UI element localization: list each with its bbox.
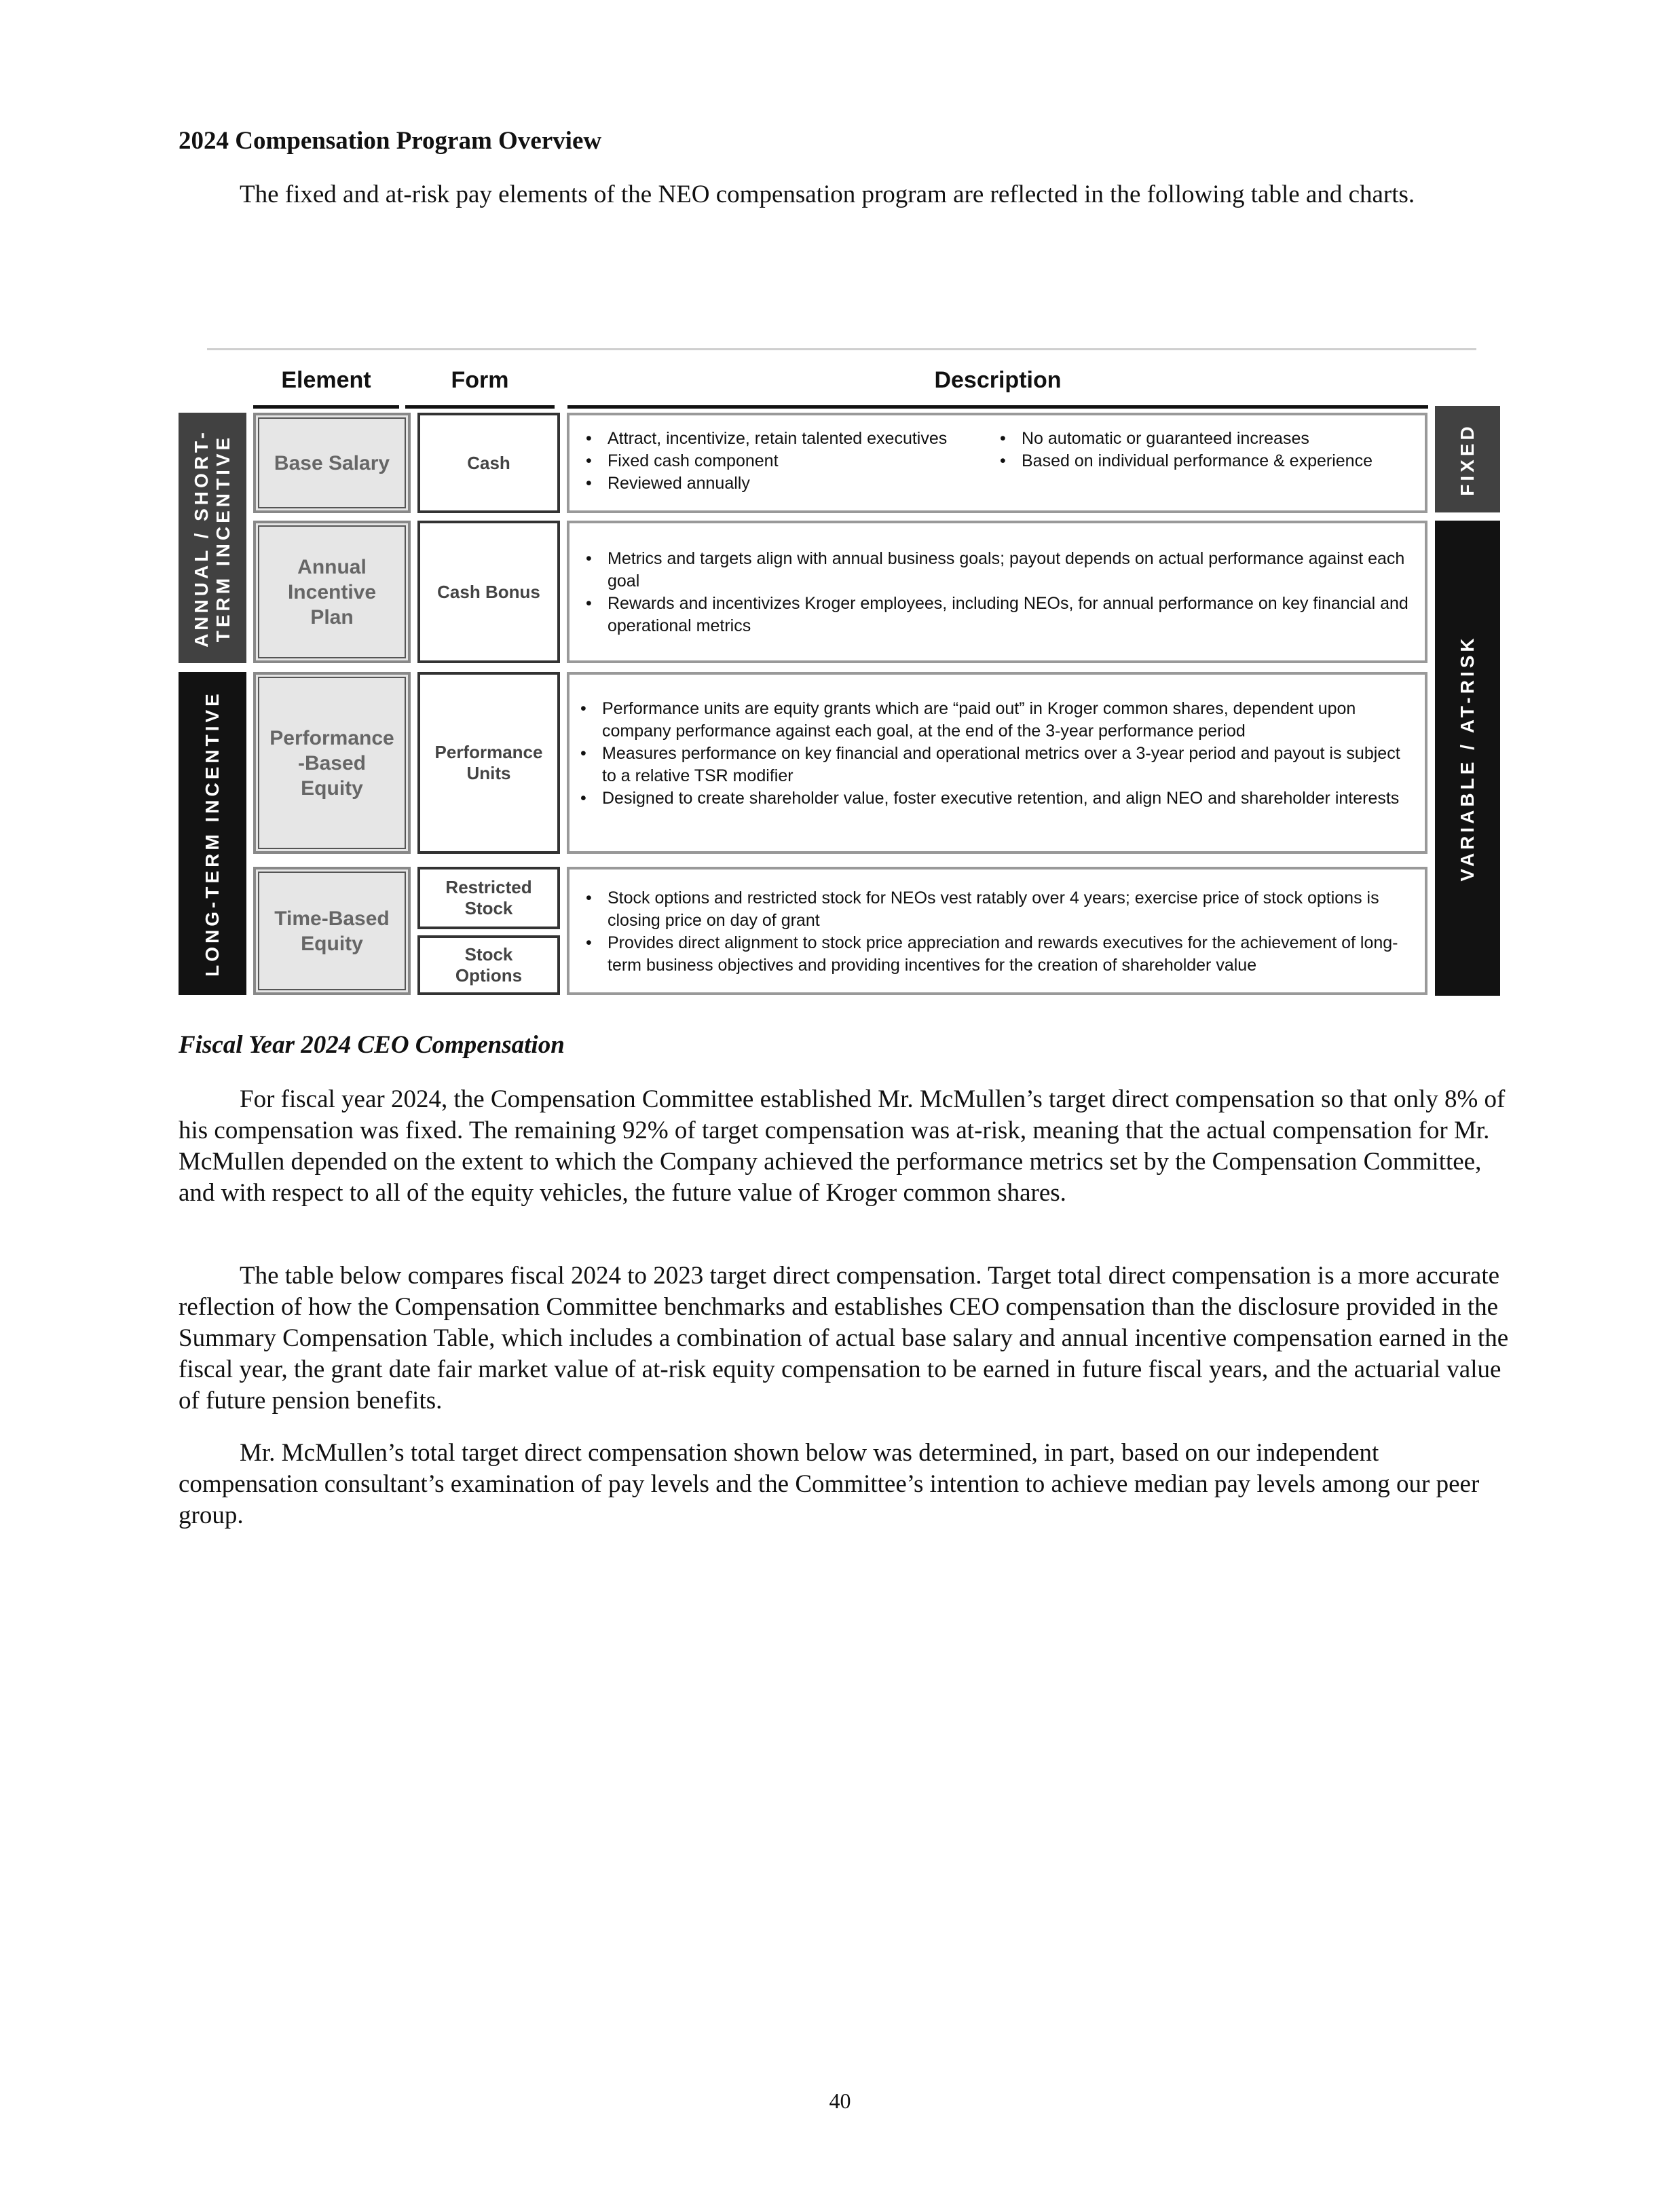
performance-equity-bullets (578, 698, 1411, 810)
form-cash: Cash (417, 413, 560, 513)
column-rule-element (253, 405, 399, 409)
paragraph-comparison: The table below compares fiscal 2024 to 2023 target direct compensation. Target total direct compensation is a more accurate reflection of how the Compensation Committee benchmarks and establishes CEO compensation than the disclosure provided in the Summary Compensation Table, which includes a combination of actual base salary and annual incentive compensation earned in the fiscal year, the grant date fair market value of at-risk equity compensation to be earned in future fiscal years, and the actuarial value of future pension benefits. (179, 1262, 1509, 1415)
paragraph-ceo-target: For fiscal year 2024, the Compensation Committee established Mr. McMullen’s target direct compensation so that only 8% of his compensation was fixed. The remaining 92% of target compensation was at-risk, meaning that the actual compensation for Mr. McMullen depended on the extent to which the Company achieved the performance metrics set by the Compensation Committee, and with respect to all of the equity vehicles, the future value of Kroger common shares. (179, 1085, 1506, 1207)
element-base-salary: Base Salary (253, 413, 411, 513)
description-time-based-equity (567, 867, 1427, 995)
bullet: • Based on individual performance & experience (997, 450, 1373, 472)
page-number: 40 (829, 2089, 851, 2113)
annual-incentive-bullets (583, 548, 1411, 637)
time-based-equity-bullets (583, 887, 1411, 977)
sidebar-fixed-label: FIXED (1457, 422, 1478, 496)
bullet: • Reviewed annually (583, 472, 997, 495)
element-performance-based-equity: Performance -Based Equity (253, 672, 411, 854)
bullet: • Measures performance on key financial and operational metrics over a 3-year period and payout is subject to a relative TSR modifier (578, 743, 1411, 787)
description-performance-equity (567, 672, 1427, 854)
intro-paragraph: The fixed and at-risk pay elements of the NEO compensation program are reflected in the following table and charts. (240, 181, 1415, 208)
bullet: • Rewards and incentivizes Kroger employees, including NEOs, for annual performance on key financial and operational metrics (583, 593, 1411, 637)
form-performance-units: Performance Units (417, 672, 560, 854)
sidebar-long-term-label: LONG-TERM INCENTIVE (202, 690, 223, 977)
base-salary-bullets-right (997, 428, 1373, 495)
element-time-based-equity: Time-Based Equity (253, 867, 411, 995)
column-header-description: Description (934, 367, 1062, 393)
bullet: • Fixed cash component (583, 450, 997, 472)
bullet: • No automatic or guaranteed increases (997, 428, 1373, 450)
sidebar-variable-label: VARIABLE / AT-RISK (1457, 635, 1478, 882)
bullet: • Provides direct alignment to stock price appreciation and rewards executives for the achievement of long-term business objectives and providing incentives for the creation of shareholder value (583, 932, 1411, 977)
bullet: • Designed to create shareholder value, foster executive retention, and align NEO and shareholder interests (578, 787, 1411, 810)
column-header-form: Form (451, 367, 509, 393)
form-stock-options: Stock Options (417, 935, 560, 995)
bullet: • Attract, incentivize, retain talented executives (583, 428, 997, 450)
description-base-salary (567, 413, 1427, 513)
bullet: • Metrics and targets align with annual business goals; payout depends on actual performance against each goal (583, 548, 1411, 593)
section-heading: 2024 Compensation Program Overview (179, 127, 602, 155)
column-rule-description (567, 405, 1428, 409)
bullet: • Stock options and restricted stock for NEOs vest ratably over 4 years; exercise price of stock options is closing price on day of grant (583, 887, 1411, 932)
sidebar-annual-short-term (179, 413, 246, 663)
description-annual-incentive (567, 521, 1427, 663)
sidebar-long-term (179, 672, 246, 995)
bullet: • Performance units are equity grants which are “paid out” in Kroger common shares, dependent upon company performance against each goal, at the end of the 3-year performance period (578, 698, 1411, 743)
ceo-compensation-subheading: Fiscal Year 2024 CEO Compensation (179, 1031, 565, 1059)
paragraph-peer-group: Mr. McMullen’s total target direct compensation shown below was determined, in part, based on our independent compensation consultant’s examination of pay levels and the Committee’s intention to achieve median pay levels among our peer group. (179, 1439, 1480, 1529)
element-annual-incentive-plan: Annual Incentive Plan (253, 521, 411, 663)
form-restricted-stock: Restricted Stock (417, 867, 560, 929)
figure-top-rule (207, 348, 1476, 350)
column-header-element: Element (281, 367, 371, 393)
sidebar-variable-at-risk (1435, 521, 1500, 996)
column-rule-form (405, 405, 555, 409)
sidebar-fixed (1435, 406, 1500, 512)
form-cash-bonus: Cash Bonus (417, 521, 560, 663)
sidebar-annual-label: ANNUAL / SHORT- TERM INCENTIVE (191, 428, 234, 648)
base-salary-bullets-left (583, 428, 997, 495)
